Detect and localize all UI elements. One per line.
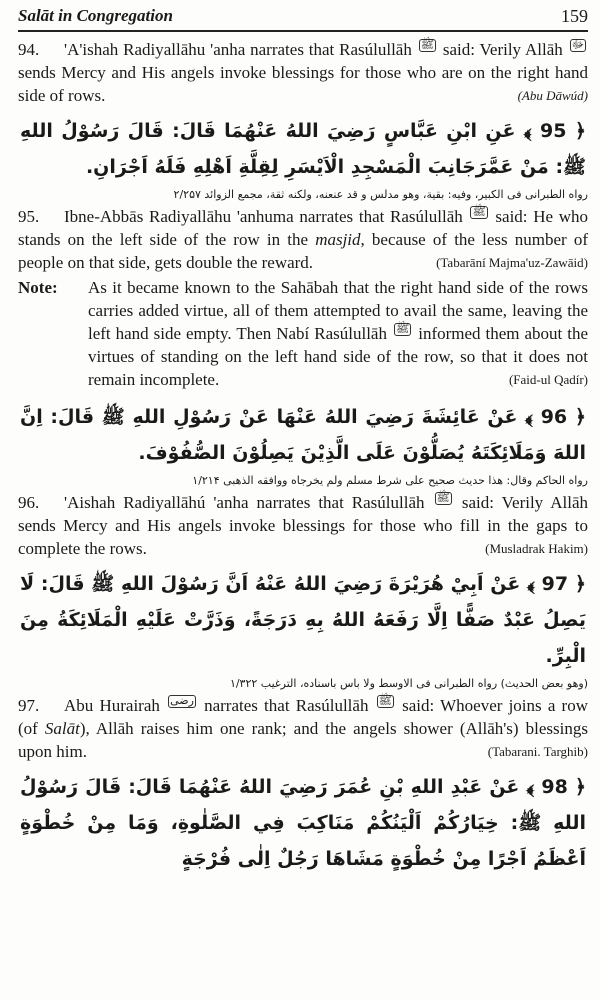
salutation-icon: ﷺ bbox=[378, 695, 392, 708]
para-number: 96. bbox=[18, 493, 40, 512]
arabic-reference-97: (وهو بعض الحدیث) رواه الطبرانی فی الاوسط ولا باس باسناده، الترغیب ۱/۳۲۲ bbox=[229, 677, 588, 690]
page-number: 159 bbox=[561, 6, 588, 26]
taala-icon: ﷻ bbox=[571, 39, 585, 52]
para-number: 94. bbox=[18, 40, 40, 59]
para-number: 95. bbox=[18, 207, 40, 226]
salutation-icon: ﷺ bbox=[420, 39, 434, 52]
note-label: Note: bbox=[18, 278, 58, 297]
para-number: 97. bbox=[18, 696, 40, 715]
arabic-reference-96: رواه الحاکم وقال: هذا حدیث صحیح علی شرط مسلم ولم یخرجاه ووافقه الذهبی ۱/۲۱۴ bbox=[192, 474, 588, 487]
arabic-hadith-95: ﴿ 95 ﴾ عَنِ ابْنِ عَبَّاسٍ رَضِيَ اللهُ عَنْهُمَا قَالَ: قَالَ رَسُوْلُ اللهِ ﷺ: مَنْ عَمَّرَجَانِبَ الْمَسْجِدِ الْاَيْسَرِ لِقِلَّةِ اَهْلِهِ فَلَهُ اَجْرَانِ. bbox=[20, 120, 587, 178]
arabic-hadith-98: ﴿ 98 ﴾ عَنْ عَبْدِ اللهِ بْنِ عُمَرَ رَضِيَ اللهُ عَنْهُمَا قَالَ: قَالَ رَسُوْلُ اللهِ ﷺ: خِيَارُكُمْ اَلْيَنُكُمْ مَنَاكِبَ فِي الصَّلٰوةِ، وَمَا مِنْ خُطْوَةٍ اَعْظَمُ اَجْرًا مِنْ خُطْوَةٍ مَشَاهَا رَجُلٌ اِلٰى فُرْجَةٍ bbox=[20, 776, 586, 870]
source-citation: (Musladrak Hakim) bbox=[485, 541, 588, 556]
source-citation: (Tabarāní Majma'uz-Zawāid) bbox=[436, 255, 588, 270]
arabic-reference-95: رواه الطبرانی فی الکبیر، وفیه: بقیة، وهو مدلس و قد عنعنه، ولکنه ثقة، مجمع الزوائد ۲/۲۵۷ bbox=[173, 188, 588, 201]
translation-94: 94. 'A'ishah Radiyallāhu 'anha narrates that Rasúlullāh ﷺ said: Verily Allāh ﷻ sends Mercy and His angels invoke blessings for those who are on the right hand side of rows. (Abu Dāwúd) bbox=[18, 39, 588, 105]
arabic-hadith-97: ﴿ 97 ﴾ عَنْ اَبِيْ هُرَيْرَةَ رَضِيَ اللهُ عَنْهُ اَنَّ رَسُوْلَ اللهِ ﷺ قَالَ: لَا يَصِلُ عَبْدٌ صَفًّا اِلَّا رَفَعَهُ اللهُ بِهِ دَرَجَةً، وَذَرَّتْ عَلَيْهِ الْمَلَائِكَةُ مِنَ الْبِرِّ. bbox=[20, 573, 586, 667]
translation-95: 95. Ibne-Abbās Radiyallāhu 'anhuma narrates that Rasúlullāh ﷺ said: He who stands on the left side of the row in the masjid, because of the less number of people on that side, gets double the reward. (Tabarāní Majma'uz-Zawāid) bbox=[18, 206, 589, 272]
salutation-icon: ﷺ bbox=[395, 323, 410, 336]
source-citation: (Faid-ul Qadír) bbox=[508, 372, 588, 387]
salutation-icon: ﷺ bbox=[436, 492, 450, 505]
source-citation: (Abu Dāwúd) bbox=[517, 88, 588, 103]
note-block: Note: As it became known to the Sahābah that the right hand side of the rows carries added virtue, all of them attempted to avail the same, leaving the left hand side empty. Then Nabí Rasúlullāh ﷺ informed them about the virtues of standing on the left hand side of the row, so that it does not remain incomplete. (Faid-ul Qadír) bbox=[18, 278, 589, 389]
source-citation: (Tabarani. Targhib) bbox=[487, 744, 588, 759]
salutation-icon: ﷺ bbox=[472, 206, 486, 219]
running-header bbox=[18, 0, 588, 32]
chapter-title: Salāt in Congregation bbox=[18, 6, 173, 25]
radi-icon: رضى bbox=[170, 695, 194, 708]
translation-97: 97. Abu Hurairah رضى narrates that Rasúlullāh ﷺ said: Whoever joins a row (of Salāt), Allāh raises him one rank; and the angels shower (Allāh's) blessings upon him. (Tabarani. Targhib) bbox=[18, 695, 588, 761]
translation-96: 96. 'Aishah Radiyallāhú 'anha narrates that Rasúlullāh ﷺ said: Verily Allāh sends Mercy and His angels invoke blessings for those who fill in the gaps to complete the rows. (Musladrak Hakim) bbox=[18, 492, 589, 558]
arabic-hadith-96: ﴿ 96 ﴾ عَنْ عَائِشَةَ رَضِيَ اللهُ عَنْهَا عَنْ رَسُوْلِ اللهِ ﷺ قَالَ: اِنَّ اللهَ وَمَلَائِكَتَهُ يُصَلُّوْنَ عَلَى الَّذِيْنَ يَصِلُوْنَ الصُّفُوْفَ. bbox=[20, 406, 586, 464]
